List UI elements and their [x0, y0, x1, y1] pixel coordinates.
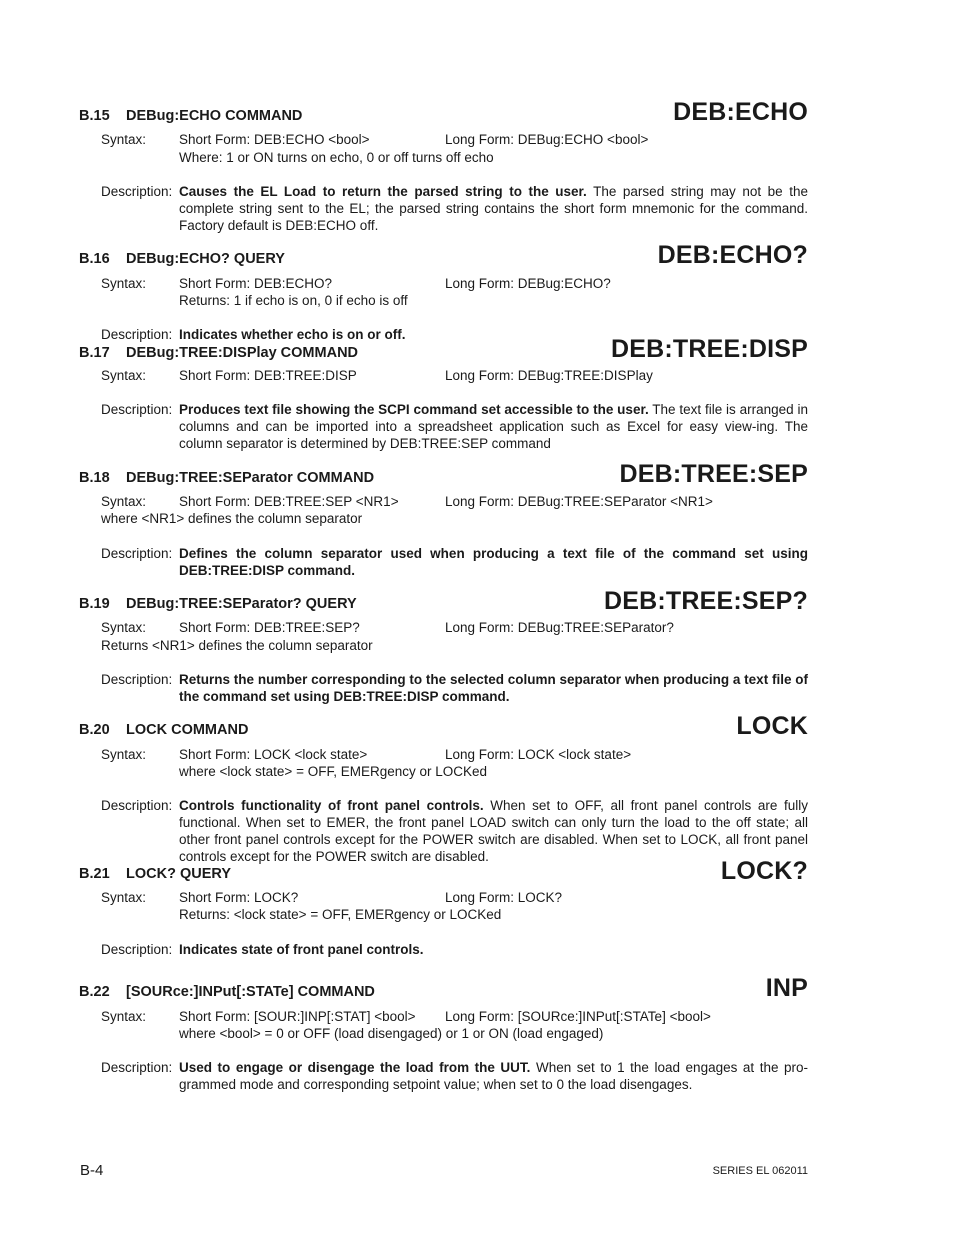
- description-label: Description:: [101, 327, 173, 342]
- long-form: Long Form: LOCK <lock state>: [445, 747, 632, 762]
- section-heading: [79, 984, 375, 1000]
- short-form: Short Form: [SOUR:]INP[:STAT] <bool>: [179, 1009, 416, 1024]
- description-text: [179, 545, 808, 579]
- syntax-note: where <bool> = 0 or OFF (load disengaged) or 1 or ON (load engaged): [179, 1026, 604, 1041]
- command-mnemonic: DEB:TREE:SEP: [619, 460, 808, 488]
- long-form: Long Form: [SOURce:]INPut[:STATe] <bool>: [445, 1009, 711, 1024]
- short-form: Short Form: LOCK?: [179, 890, 299, 905]
- description-bold: Returns the number corresponding to the selected column separator when producing a text file of the command set using DEB:TREE:DISP command.: [179, 672, 808, 704]
- long-form: Long Form: DEBug:TREE:SEParator <NR1>: [445, 494, 713, 509]
- syntax-label: Syntax:: [101, 620, 147, 635]
- command-mnemonic: LOCK: [736, 712, 808, 740]
- command-mnemonic: DEB:TREE:SEP?: [603, 587, 808, 615]
- description-text: [179, 671, 808, 705]
- syntax-label: Syntax:: [101, 276, 147, 291]
- section-title: DEBug:TREE:SEParator? QUERY: [126, 596, 357, 612]
- section-number: B.22: [79, 984, 110, 1000]
- section-heading: [79, 470, 374, 486]
- description-bold: Produces text file showing the SCPI command set accessible to the user.: [179, 402, 649, 417]
- long-form: Long Form: DEBug:TREE:DISPlay: [445, 368, 653, 383]
- section-heading: [79, 722, 248, 738]
- description-rest: The parsed string may not be the complete string sent to the EL; the parsed string contains the short form mnemonic for the command. Factory default is DEB:ECHO off.: [179, 184, 808, 233]
- short-form: Short Form: LOCK <lock state>: [179, 747, 368, 762]
- short-form: Short Form: DEB:TREE:SEP <NR1>: [179, 494, 399, 509]
- short-form: Short Form: DEB:TREE:SEP?: [179, 620, 360, 635]
- section-number: B.20: [79, 722, 110, 738]
- page-number: B-4: [80, 1162, 104, 1179]
- section-title: LOCK COMMAND: [126, 722, 249, 738]
- section-heading: [79, 251, 285, 267]
- description-bold: Defines the column separator used when producing a text file of the command set using DEB:TREE:DISP command.: [179, 546, 808, 578]
- description-text: [179, 797, 808, 865]
- section-heading: [79, 596, 357, 612]
- description-bold: Used to engage or disengage the load from the UUT.: [179, 1060, 531, 1075]
- long-form: Long Form: DEBug:ECHO?: [445, 276, 611, 291]
- long-form: Long Form: DEBug:ECHO <bool>: [445, 132, 649, 147]
- command-mnemonic: DEB:ECHO?: [657, 241, 808, 269]
- short-form: Short Form: DEB:ECHO <bool>: [179, 132, 370, 147]
- short-form: Short Form: DEB:TREE:DISP: [179, 368, 357, 383]
- description-rest: The text file is arranged in columns and can be imported into a spreadsheet application such as Excel for easy view-ing. The column separator is determined by DEB:TREE:SEP command: [179, 402, 809, 451]
- description-label: Description:: [101, 942, 173, 957]
- section-number: B.19: [79, 596, 110, 612]
- command-mnemonic: DEB:TREE:DISP: [610, 335, 808, 363]
- section-number: B.15: [79, 108, 110, 124]
- document-series: SERIES EL 062011: [712, 1165, 808, 1177]
- description-label: Description:: [101, 798, 173, 813]
- section-title: DEBug:ECHO? QUERY: [126, 251, 285, 267]
- description-bold: Indicates state of front panel controls.: [179, 942, 424, 957]
- description-text: [179, 1059, 808, 1093]
- syntax-label: Syntax:: [101, 1009, 147, 1024]
- short-form: Short Form: DEB:ECHO?: [179, 276, 333, 291]
- section-heading: [79, 108, 302, 124]
- syntax-note: where <lock state> = OFF, EMERgency or LOCKed: [179, 764, 488, 779]
- section-number: B.17: [79, 345, 110, 361]
- syntax-note: Returns: 1 if echo is on, 0 if echo is off: [179, 293, 408, 308]
- description-label: Description:: [101, 184, 173, 199]
- syntax-note: Returns: <lock state> = OFF, EMERgency or LOCKed: [179, 907, 502, 922]
- section-title: DEBug:TREE:DISPlay COMMAND: [126, 345, 359, 361]
- section-number: B.16: [79, 251, 110, 267]
- description-text: [179, 941, 808, 958]
- syntax-label: Syntax:: [101, 747, 147, 762]
- syntax-label: Syntax:: [101, 890, 147, 905]
- description-label: Description:: [101, 1060, 173, 1075]
- description-label: Description:: [101, 672, 173, 687]
- section-heading: [79, 345, 358, 361]
- description-label: Description:: [101, 402, 173, 417]
- section-title: DEBug:TREE:SEParator COMMAND: [126, 470, 375, 486]
- description-bold: Causes the EL Load to return the parsed string to the user.: [179, 184, 587, 199]
- syntax-note: where <NR1> defines the column separator: [101, 511, 363, 526]
- command-mnemonic: INP: [765, 974, 808, 1002]
- syntax-note: Where: 1 or ON turns on echo, 0 or off turns off echo: [179, 150, 494, 165]
- description-rest: When set to 1 the load engages at the pro-grammed mode and corresponding setpoint value; when set to 0 the load disengages.: [179, 1060, 809, 1092]
- command-mnemonic: LOCK?: [720, 857, 808, 885]
- syntax-note: Returns <NR1> defines the column separator: [101, 638, 373, 653]
- section-number: B.18: [79, 470, 110, 486]
- section-title: LOCK? QUERY: [126, 866, 231, 882]
- section-number: B.21: [79, 866, 110, 882]
- description-label: Description:: [101, 546, 173, 561]
- long-form: Long Form: DEBug:TREE:SEParator?: [445, 620, 674, 635]
- section-heading: [79, 866, 231, 882]
- section-title: [SOURce:]INPut[:STATe] COMMAND: [126, 984, 375, 1000]
- description-rest: When set to OFF, all front panel controls are fully functional. When set to EMER, the front panel LOAD switch can only turn the load to the off state; all other front panel controls except for the POWER switch are disabled. When set to LOCK, all front panel controls except for the POWER switch are disabled.: [179, 798, 808, 864]
- description-bold: Controls functionality of front panel controls.: [179, 798, 484, 813]
- description-bold: Indicates whether echo is on or off.: [179, 327, 406, 342]
- section-title: DEBug:ECHO COMMAND: [126, 108, 303, 124]
- long-form: Long Form: LOCK?: [445, 890, 563, 905]
- syntax-label: Syntax:: [101, 132, 147, 147]
- description-text: [179, 183, 808, 234]
- description-text: [179, 401, 808, 452]
- syntax-label: Syntax:: [101, 494, 147, 509]
- command-mnemonic: DEB:ECHO: [673, 98, 808, 126]
- syntax-label: Syntax:: [101, 368, 147, 383]
